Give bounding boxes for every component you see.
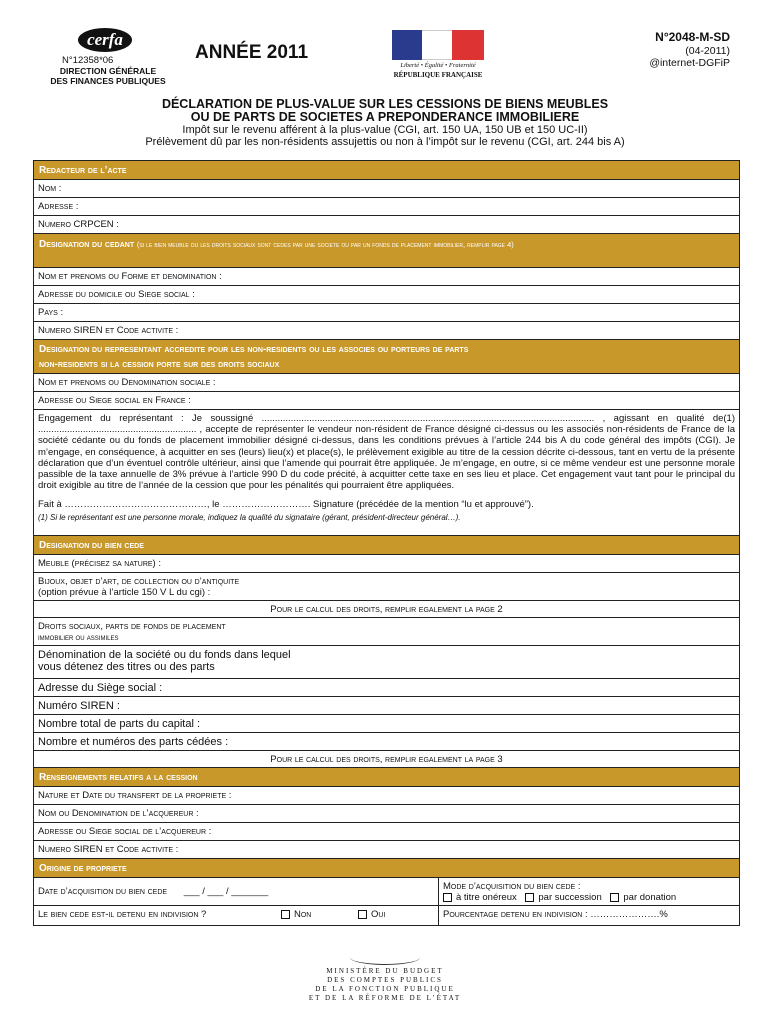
year-title: ANNÉE 2011 bbox=[195, 42, 309, 63]
subtitle-impot: Impôt sur le revenu afférent à la plus-value (CGI, art. 150 UA, 150 UB et 150 UC-II) bbox=[182, 124, 588, 136]
indivision-question bbox=[34, 906, 439, 925]
ministere-logo bbox=[0, 950, 770, 1003]
calcul-page3-note: Pour le calcul des droits, remplir egalement la page 3 bbox=[34, 751, 739, 768]
field-redacteur-nom[interactable]: Nom : bbox=[34, 180, 739, 198]
denomination-line2: vous détenez des titres ou des parts bbox=[38, 661, 215, 673]
field-total-parts[interactable]: Nombre total de parts du capital : bbox=[34, 715, 739, 733]
ministere-emblem bbox=[350, 950, 420, 965]
section-bien-cede: Designation du bien cede bbox=[34, 536, 739, 555]
mode-acquisition-label: Mode d’acquisition du bien cede : bbox=[443, 881, 581, 892]
form-source: @internet-DGFiP bbox=[649, 57, 730, 69]
label-non: Non bbox=[294, 909, 312, 920]
date-acquisition-label: Date d’acquisition du bien cede bbox=[38, 886, 168, 897]
field-bijoux-label: Bijoux, objet d’art, de collection ou d’antiquite bbox=[38, 576, 240, 587]
mode-acquisition bbox=[439, 878, 739, 905]
label-donation: par donation bbox=[623, 892, 677, 903]
declaration-form bbox=[33, 160, 740, 926]
field-adresse-siege[interactable]: Adresse du Siège social : bbox=[34, 679, 739, 697]
section-cedant bbox=[34, 234, 739, 268]
engagement-footnote: (1) Si le représentant est une personne morale, indiquez la qualité du signataire (gérant, président-directeur général…). bbox=[38, 512, 461, 522]
field-cedant-pays[interactable]: Pays : bbox=[34, 304, 739, 322]
marianne-motto: Liberté • Égalité • Fraternité bbox=[400, 62, 476, 69]
checkbox-succession[interactable] bbox=[525, 893, 534, 902]
engagement-block bbox=[34, 410, 739, 536]
origine-row-acquisition bbox=[34, 878, 739, 906]
ministere-line4: ET DE LA RÉFORME DE L’ÉTAT bbox=[308, 994, 462, 1002]
droits-sociaux-label bbox=[34, 618, 739, 646]
calcul-page2-note: Pour le calcul des droits, remplir egalement la page 2 bbox=[34, 601, 739, 618]
field-numero-siren[interactable]: Numéro SIREN : bbox=[34, 697, 739, 715]
field-pourcentage-indivision[interactable]: Pourcentage detenu en indivision : ………………….% bbox=[443, 909, 668, 920]
page-title: DÉCLARATION DE PLUS-VALUE SUR LES CESSIONS DE BIENS MEUBLES bbox=[161, 97, 609, 111]
section-representant bbox=[34, 340, 739, 374]
field-cedant-siren[interactable]: Numero SIREN et Code activite : bbox=[34, 322, 739, 340]
indivision-label: Le bien cede est-il detenu en indivision ? bbox=[38, 909, 207, 920]
cerfa-logo: cerfa bbox=[78, 28, 132, 52]
field-bijoux-option: (option prévue à l’article 150 V L du cgi) : bbox=[38, 587, 211, 598]
section-redacteur: Redacteur de l’acte bbox=[34, 161, 739, 180]
flag-red-band bbox=[452, 30, 484, 60]
ministere-line2: DES COMPTES PUBLICS bbox=[327, 976, 443, 984]
label-onereux: à titre onéreux bbox=[456, 892, 517, 903]
ministere-line1: MINISTÈRE DU BUDGET bbox=[326, 967, 444, 975]
engagement-text: Engagement du représentant : Je soussigné .............................................................................................................................. , agissant en qualité de(1) ............................................................ , accepte de représenter le vendeur non-résident de France désigné ci-dessus ou les associés non-résidents de France de la société cédante ou du fonds de placement immobilier désigné ci-dessus, dans les conditions prévues à l’article 244 bis A du code général des impôts (CGI). Je m’engage, en conséquence, à acquitter en ses (leurs) lieu(x) et place(s), le prélèvement exigible au titre de la cession décrite ci-dessous, tant en vertu de la présente déclaration que d’un éventuel contrôle ultérieur, ainsi que l’amende qui pourrait être appliquée. Je m’engage, en outre, si ce même vendeur est une personne morale passible de la taxe annuelle de 3% prévue à l’article 990 D du code précité, à acquitter cette taxe en ses lieu et place. Cet engagement vaut tant pour le principal du droit exigible au titre de l’année de la cession que pour les pénalités qui pourraient être appliquées. bbox=[38, 413, 735, 492]
droits-sociaux-line2: immobilier ou assimiles bbox=[38, 633, 119, 642]
field-redacteur-adresse[interactable]: Adresse : bbox=[34, 198, 739, 216]
label-oui: Oui bbox=[371, 909, 386, 920]
droits-sociaux-line1: Droits sociaux, parts de fonds de placement bbox=[38, 621, 226, 632]
field-denomination-societe[interactable] bbox=[34, 646, 739, 679]
section-cedant-note: (si le bien meuble ou les droits sociaux sont cedes par une societe ou par un fonds de placement immobilier, remplir page 4) bbox=[136, 240, 514, 249]
checkbox-onereux[interactable] bbox=[443, 893, 452, 902]
section-representant-title: Designation du representant accredite pour les non-residents ou les associes ou porteurs de parts bbox=[39, 344, 469, 355]
origine-row-indivision bbox=[34, 906, 739, 925]
field-cession-nature[interactable]: Nature et Date du transfert de la propriete : bbox=[34, 787, 739, 805]
denomination-line1: Dénomination de la société ou du fonds dans lequel bbox=[38, 649, 291, 661]
page-title-line2: OU DE PARTS DE SOCIETES A PREPONDERANCE IMMOBILIERE bbox=[190, 110, 580, 124]
flag-blue-band bbox=[392, 30, 422, 60]
field-cedant-adresse[interactable]: Adresse du domicile ou Siege social : bbox=[34, 286, 739, 304]
ministere-text bbox=[0, 967, 770, 1003]
section-cedant-title: Designation du cedant bbox=[39, 239, 135, 250]
field-representant-adresse[interactable]: Adresse ou Siege social en France : bbox=[34, 392, 739, 410]
field-acquereur-adresse[interactable]: Adresse ou Siege social de l’acquereur : bbox=[34, 823, 739, 841]
label-succession: par succession bbox=[538, 892, 602, 903]
subtitle-prelevement: Prélèvement dû par les non-résidents assujettis ou non à l’impôt sur le revenu (CGI, art. 244 bis A) bbox=[145, 136, 625, 148]
field-acquereur-siren[interactable]: Numero SIREN et Code activite : bbox=[34, 841, 739, 859]
field-cedant-nom[interactable]: Nom et prenoms ou Forme et denomination : bbox=[34, 268, 739, 286]
direction-line2: DES FINANCES PUBLIQUES bbox=[50, 76, 166, 86]
field-acquereur-nom[interactable]: Nom ou Denomination de l’acquereur : bbox=[34, 805, 739, 823]
direction-label bbox=[48, 66, 168, 86]
republique-label: RÉPUBLIQUE FRANÇAISE bbox=[393, 71, 483, 79]
checkbox-donation[interactable] bbox=[610, 893, 619, 902]
field-bijoux[interactable] bbox=[34, 573, 739, 601]
field-redacteur-crpcen[interactable]: Numero CRPCEN : bbox=[34, 216, 739, 234]
field-meuble[interactable]: Meuble (précisez sa nature) : bbox=[34, 555, 739, 573]
checkbox-non[interactable] bbox=[281, 910, 290, 919]
ministere-line3: DE LA FONCTION PUBLIQUE bbox=[315, 985, 455, 993]
cerfa-number: N°12358*06 bbox=[62, 55, 114, 66]
field-representant-nom[interactable]: Nom et prenoms ou Denomination sociale : bbox=[34, 374, 739, 392]
field-parts-cedees[interactable]: Nombre et numéros des parts cédées : bbox=[34, 733, 739, 751]
section-origine: Origine de propriete bbox=[34, 859, 739, 878]
flag-white-band bbox=[422, 30, 452, 60]
direction-line1: DIRECTION GÉNÉRALE bbox=[59, 66, 157, 76]
section-representant-title2: non-residents si la cession porte sur des droits sociaux bbox=[39, 359, 280, 370]
section-cession: Renseignements relatifs a la cession bbox=[34, 768, 739, 787]
field-date-acquisition[interactable] bbox=[34, 878, 439, 905]
form-version: (04-2011) bbox=[685, 45, 730, 57]
date-acquisition-blank: ___ / ___ / _______ bbox=[183, 886, 269, 897]
fait-a-signature-line[interactable]: Fait à ………………………………………, le ………………………. Signature (précédée de la mention “lu et approuvé”). bbox=[38, 499, 534, 511]
form-number: N°2048-M-SD bbox=[655, 30, 730, 44]
checkbox-oui[interactable] bbox=[358, 910, 367, 919]
marianne-logo bbox=[392, 30, 484, 60]
